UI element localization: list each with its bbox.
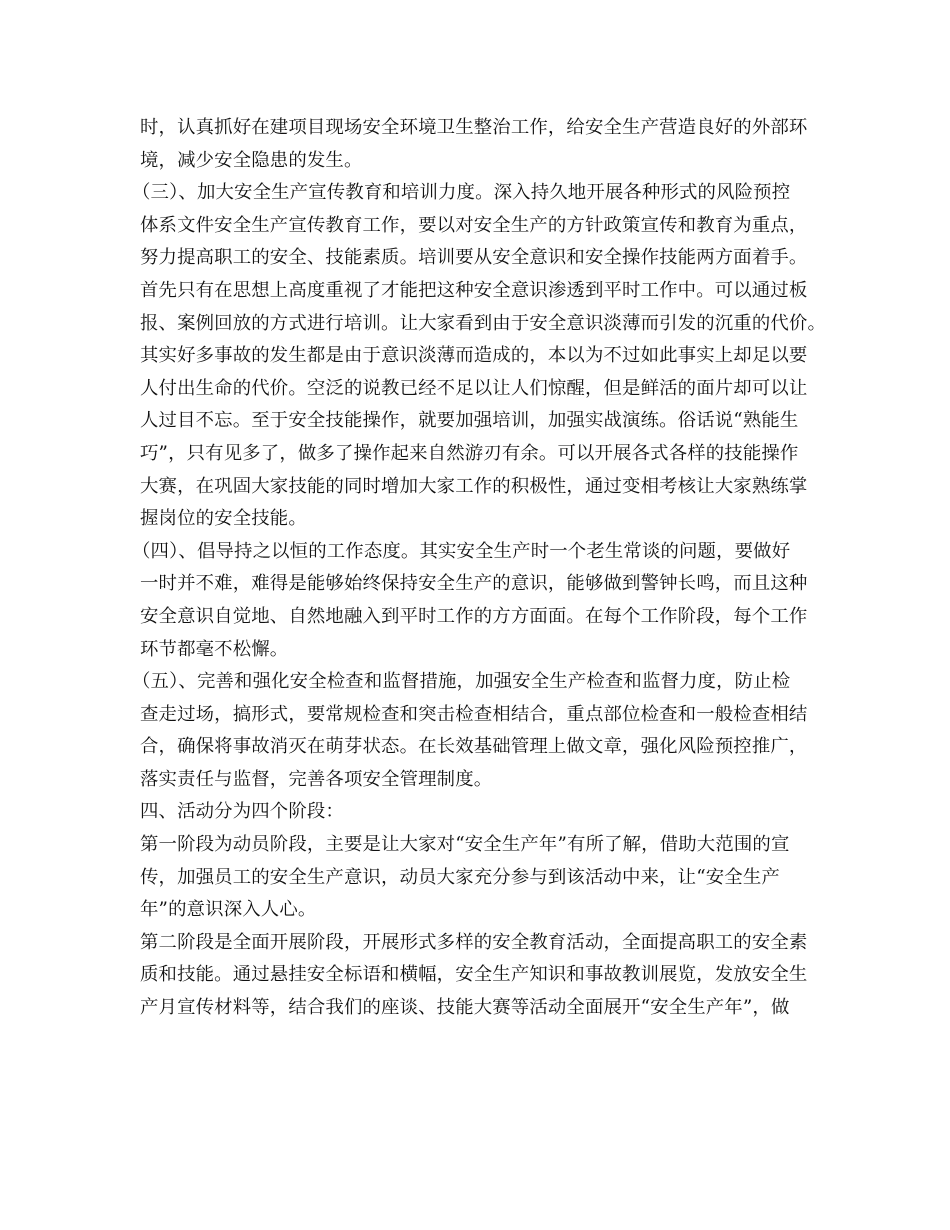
text-line: 握岗位的安全技能。	[140, 508, 307, 530]
phase-two-text: 第二阶段是全面开展阶段，开展形式多样的安全教育活动，全面提高职工的安全素	[140, 931, 808, 953]
text-line: 大赛，在巩固大家技能的同时增加大家工作的积极性，通过变相考核让大家熟练掌	[140, 475, 808, 497]
text-line: 首先只有在思想上高度重视了才能把这种安全意识渗透到平时工作中。可以通过板	[140, 279, 808, 301]
text-line: 报、案例回放的方式进行培训。让大家看到由于安全意识淡薄而引发的沉重的代价。	[140, 312, 827, 334]
section-heading-3: （三）、加大安全生产宣传教育和培训力度。深入持久地开展各种形式的风险预控	[132, 182, 791, 204]
text-line: 环节都毫不松懈。	[140, 638, 289, 660]
text-line: 其实好多事故的发生都是由于意识淡薄而造成的，本以为不过如此事实上却足以要	[140, 345, 808, 367]
phase-one-text: 第一阶段为动员阶段，主要是让大家对“安全生产年”有所了解，借助大范围的宣	[140, 834, 790, 856]
text-line: 安全意识自觉地、自然地融入到平时工作的方方面面。在每个工作阶段，每个工作	[140, 605, 808, 627]
text-line: 落实责任与监督，完善各项安全管理制度。	[140, 768, 493, 790]
text-line: 一时并不难，难得是能够始终保持安全生产的意识，能够做到警钟长鸣，而且这种	[140, 573, 808, 595]
text-line: 年”的意识深入人心。	[140, 899, 317, 921]
text-line: 境，减少安全隐患的发生。	[140, 149, 363, 171]
section-heading-phases: 四、活动分为四个阶段：	[140, 801, 344, 823]
text-line: 查走过场，搞形式，要常规检查和突击检查相结合，重点部位检查和一般检查相结	[140, 703, 808, 725]
text-line: 产月宣传材料等，结合我们的座谈、技能大赛等活动全面展开“安全生产年”，做	[140, 997, 790, 1019]
text-line: 人付出生命的代价。空泛的说教已经不足以让人们惊醒，但是鲜活的面片却可以让	[140, 377, 808, 399]
text-line: 时，认真抓好在建项目现场安全环境卫生整治工作，给安全生产营造良好的外部环	[140, 117, 808, 138]
text-line: 质和技能。通过悬挂安全标语和横幅，安全生产知识和事故教训展览，发放安全生	[140, 964, 808, 986]
text-line: 巧”，只有见多了，做多了操作起来自然游刃有余。可以开展各式各样的技能操作	[140, 442, 799, 464]
text-line: 合，确保将事故消灭在萌芽状态。在长效基础管理上做文章，强化风险预控推广，	[140, 736, 808, 758]
section-heading-5: （五）、完善和强化安全检查和监督措施，加强安全生产检查和监督力度，防止检	[132, 671, 791, 693]
text-line: 体系文件安全生产宣传教育工作，要以对安全生产的方针政策宣传和教育为重点，	[140, 214, 808, 236]
text-line: 传，加强员工的安全生产意识，动员大家充分参与到该活动中来，让“安全生产	[140, 866, 780, 888]
document-body	[132, 112, 830, 1025]
text-line: 努力提高职工的安全、技能素质。培训要从安全意识和安全操作技能两方面着手。	[140, 247, 808, 269]
section-heading-4: （四）、倡导持之以恒的工作态度。其实安全生产时一个老生常谈的问题，要做好	[132, 540, 791, 562]
text-line: 人过目不忘。至于安全技能操作，就要加强培训，加强实战演练。俗话说“熟能生	[140, 410, 799, 432]
